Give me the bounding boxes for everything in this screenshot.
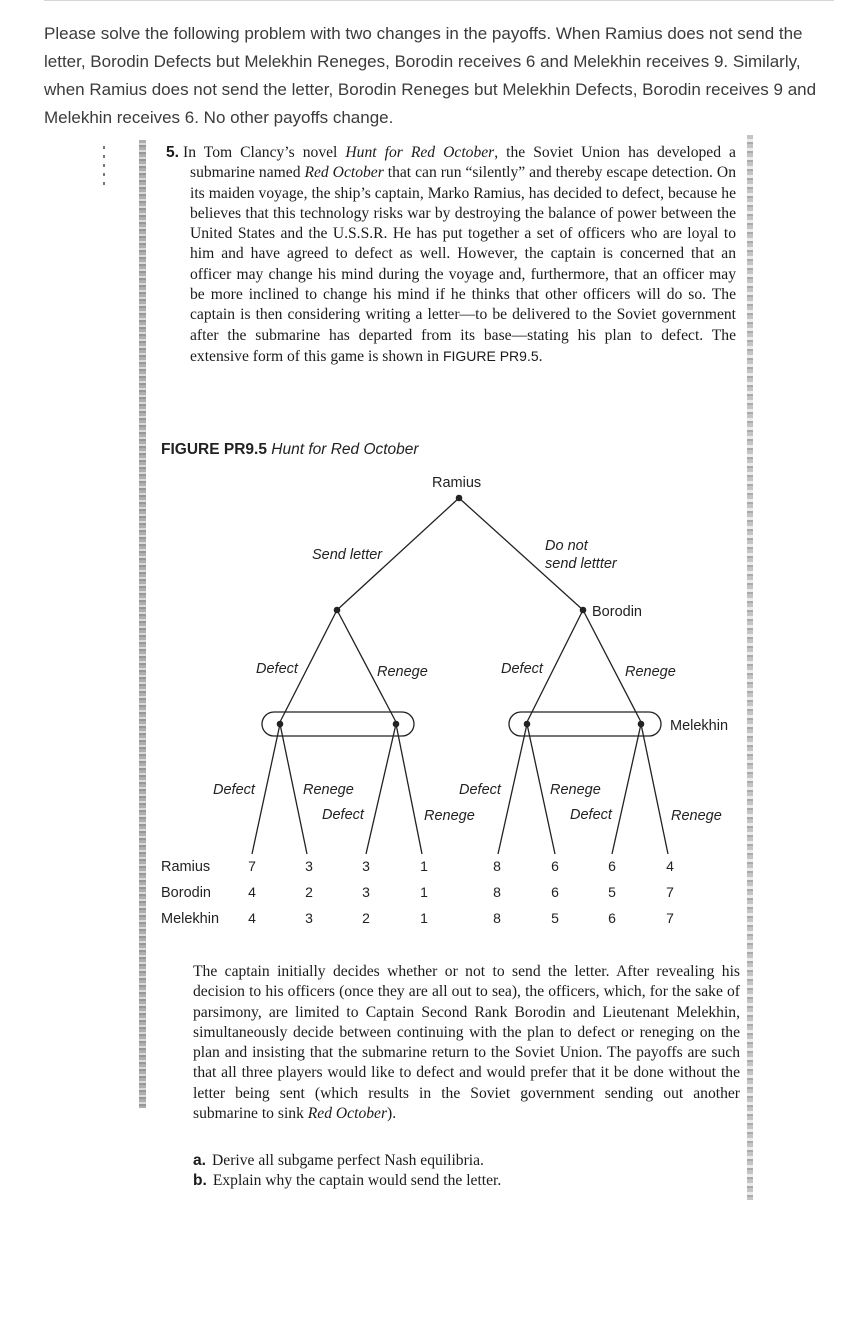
payoff-7-1: 6 bbox=[608, 858, 616, 874]
node-melekhin-1 bbox=[277, 721, 284, 728]
node-melekhin-2 bbox=[393, 721, 400, 728]
branch-do-not-2: send lettter bbox=[545, 556, 617, 572]
payoff-5-1: 8 bbox=[493, 858, 501, 874]
edge-do-not-send bbox=[459, 498, 583, 610]
payoff-7-2: 5 bbox=[608, 884, 616, 900]
payoff-8-1: 4 bbox=[666, 858, 674, 874]
payoff-7-3: 6 bbox=[608, 910, 616, 926]
branch-melekhin-defect-1: Defect bbox=[213, 782, 255, 798]
payoff-2-1: 3 bbox=[305, 858, 313, 874]
figure-label: FIGURE PR9.5 bbox=[161, 441, 267, 458]
player-melekhin: Melekhin bbox=[670, 718, 729, 734]
payoff-1-2: 4 bbox=[248, 884, 256, 900]
branch-borodin-defect-right: Defect bbox=[501, 661, 543, 677]
payoff-2-2: 2 bbox=[305, 884, 313, 900]
payoff-3-1: 3 bbox=[362, 858, 370, 874]
problem-continuation: The captain initially decides whether or not to send the letter. After revealing his decision to his officers (once they are all out to sea), the officers, which, for the sake of parsimony, are limited to Captain Second Rank Borodin and Lieutenant Melekhin, simultaneously decide between continuing with the plan to defect or reneging on the plan and insisting that the submarine return to the Soviet Union. The payoffs are such that all three players would like to defect and would prefer that it be done without the letter being sent (which results in the Soviet government sending out another submarine to sink Red October). bbox=[193, 963, 740, 1123]
branch-borodin-renege-left: Renege bbox=[377, 664, 428, 680]
info-set-left bbox=[262, 712, 414, 736]
player-ramius: Ramius bbox=[432, 475, 482, 491]
figure-title: Hunt for Red October bbox=[271, 441, 419, 458]
question-a: a. Derive all subgame perfect Nash equilibria. bbox=[193, 1152, 484, 1169]
player-borodin: Borodin bbox=[592, 604, 642, 620]
payoff-6-1: 6 bbox=[551, 858, 559, 874]
node-borodin-left bbox=[334, 607, 341, 614]
payoff-8-3: 7 bbox=[666, 910, 674, 926]
payoff-6-2: 6 bbox=[551, 884, 559, 900]
problem-number: 5. bbox=[166, 144, 180, 161]
payoff-5-2: 8 bbox=[493, 884, 501, 900]
branch-borodin-defect-left: Defect bbox=[256, 661, 298, 677]
figure-reference: FIGURE PR9.5 bbox=[442, 347, 539, 364]
branch-melekhin-renege-3: Renege bbox=[550, 782, 601, 798]
payoff-3-3: 2 bbox=[362, 910, 370, 926]
payoff-5-3: 8 bbox=[493, 910, 501, 926]
branch-melekhin-renege-4: Renege bbox=[671, 808, 722, 824]
payoff-2-3: 3 bbox=[305, 910, 313, 926]
branch-do-not-1: Do not bbox=[545, 538, 588, 554]
question-b: b. Explain why the captain would send the letter. bbox=[193, 1172, 502, 1189]
branch-melekhin-defect-3: Defect bbox=[459, 782, 501, 798]
payoff-1-1: 7 bbox=[248, 858, 256, 874]
problem-instructions: Please solve the following problem with two changes in the payoffs. When Ramius does not send the letter, Borodin Defects but Melekhin Reneges, Borodin receives 6 and Melekhin receives 9. Similarly, when Ramius does not send the letter, Borodin Reneges but Melekhin Defects, Borodin receives 9 and Melekhin receives 6. No other payoffs change. bbox=[44, 24, 817, 127]
payoff-8-2: 7 bbox=[666, 884, 674, 900]
problem-statement: 5. In Tom Clancy’s novel Hunt for Red October, the Soviet Union has developed a submarine named Red October that can run “silently” and thereby escape detection. On its maiden voyage, the ship’s captain, Marko Ramius, has decided to defect, because he believes that this technology risks war by destroying the balance of power between the United States and the U.S.S.R. He has put together a set of officers who are loyal to him and have agreed to defect as well. However, the captain is concerned that an officer may change his mind during the voyage and, furthermore, that an officer may be more inclined to change his mind if he thinks that other officers will do so. The captain is then considering writing a letter—to be delivered to the Soviet government after the submarine has departed from its base—stating his plan to defect. The extensive form of this game is shown in FIGURE PR9.5. bbox=[166, 144, 736, 365]
row-label-borodin: Borodin bbox=[161, 885, 211, 901]
node-melekhin-3 bbox=[524, 721, 531, 728]
branch-send-letter: Send letter bbox=[312, 547, 383, 563]
branch-melekhin-renege-1: Renege bbox=[303, 782, 354, 798]
payoff-grid bbox=[248, 858, 674, 926]
payoff-3-2: 3 bbox=[362, 884, 370, 900]
row-label-melekhin: Melekhin bbox=[161, 911, 220, 927]
payoff-1-3: 4 bbox=[248, 910, 256, 926]
branch-borodin-renege-right: Renege bbox=[625, 664, 676, 680]
payoff-4-2: 1 bbox=[420, 884, 428, 900]
payoff-6-3: 5 bbox=[551, 910, 559, 926]
row-label-ramius: Ramius bbox=[161, 859, 211, 875]
branch-melekhin-defect-2: Defect bbox=[322, 807, 364, 823]
payoff-4-3: 1 bbox=[420, 910, 428, 926]
payoff-4-1: 1 bbox=[420, 858, 428, 874]
branch-melekhin-renege-2: Renege bbox=[424, 808, 475, 824]
node-ramius bbox=[456, 495, 463, 502]
node-borodin-right bbox=[580, 607, 587, 614]
branch-melekhin-defect-4: Defect bbox=[570, 807, 612, 823]
node-melekhin-4 bbox=[638, 721, 645, 728]
